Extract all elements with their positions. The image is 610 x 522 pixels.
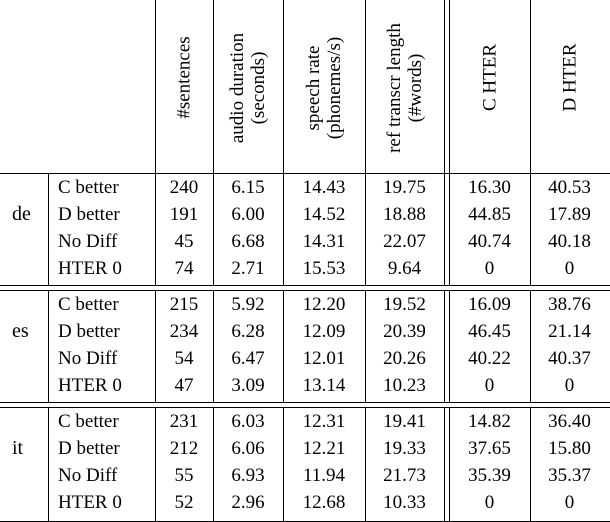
column-rule	[283, 0, 284, 173]
table-cell: 15.53	[302, 258, 346, 279]
table-cell: 0	[564, 492, 575, 513]
table-cell: 11.94	[302, 465, 346, 486]
table-cell: 6.15	[231, 177, 265, 198]
table-cell: 12.31	[302, 411, 346, 432]
table-cell: 0	[484, 492, 495, 513]
column-rule	[365, 0, 366, 173]
row-label: No Diff	[58, 348, 118, 369]
table-cell: 16.09	[468, 294, 511, 315]
column-rule	[48, 290, 49, 402]
table-cell: 10.33	[383, 492, 426, 513]
table-cell: 215	[169, 294, 199, 315]
table-cell: 6.28	[231, 321, 265, 342]
table-cell: 55	[174, 465, 194, 486]
column-header: audio duration (seconds)	[227, 32, 269, 144]
table-cell: 46.45	[468, 321, 511, 342]
column-rule	[449, 0, 450, 173]
table-cell: 14.31	[302, 231, 346, 252]
table-cell: 20.39	[383, 321, 426, 342]
row-label: D better	[58, 204, 120, 225]
table-cell: 21.73	[383, 465, 426, 486]
table-cell: 54	[174, 348, 194, 369]
column-rule	[213, 0, 214, 173]
language-label: de	[12, 203, 31, 225]
column-rule	[444, 290, 445, 402]
table-cell: 22.07	[383, 231, 426, 252]
table-cell: 52	[174, 492, 194, 513]
table-cell: 0	[564, 258, 575, 279]
table-cell: 2.71	[231, 258, 265, 279]
table-cell: 12.20	[302, 294, 346, 315]
group-rule	[0, 402, 610, 403]
row-label: HTER 0	[58, 375, 122, 396]
column-header: D HTER	[559, 43, 580, 112]
table-cell: 0	[484, 258, 495, 279]
row-label: HTER 0	[58, 492, 122, 513]
column-rule	[444, 173, 445, 285]
row-label: C better	[58, 177, 119, 198]
column-header: speech rate (phonemes/s)	[303, 36, 345, 140]
group-rule	[0, 285, 610, 286]
table-cell: 6.06	[231, 438, 265, 459]
table-cell: 40.53	[548, 177, 591, 198]
table-cell: 45	[174, 231, 194, 252]
table-cell: 40.22	[468, 348, 511, 369]
table-cell: 35.37	[548, 465, 591, 486]
table-cell: 15.80	[548, 438, 591, 459]
row-label: C better	[58, 294, 119, 315]
table-cell: 18.88	[383, 204, 426, 225]
row-label: D better	[58, 321, 120, 342]
table-cell: 6.93	[231, 465, 265, 486]
column-rule	[530, 0, 531, 173]
row-label: D better	[58, 438, 120, 459]
column-rule	[444, 407, 445, 521]
table-cell: 12.21	[302, 438, 346, 459]
table-cell: 3.09	[231, 375, 265, 396]
table-cell: 12.09	[302, 321, 346, 342]
table-cell: 16.30	[468, 177, 511, 198]
language-label: it	[12, 437, 24, 459]
table-cell: 20.26	[383, 348, 426, 369]
table-cell: 40.74	[468, 231, 511, 252]
table-cell: 0	[564, 375, 575, 396]
column-rule	[444, 0, 445, 173]
table-cell: 40.18	[548, 231, 591, 252]
table-cell: 212	[169, 438, 199, 459]
table-cell: 5.92	[231, 294, 265, 315]
table-cell: 19.75	[383, 177, 426, 198]
table-cell: 47	[174, 375, 194, 396]
table-cell: 240	[169, 177, 199, 198]
table-cell: 19.33	[383, 438, 426, 459]
table-cell: 14.82	[468, 411, 511, 432]
table-cell: 12.01	[302, 348, 346, 369]
table-cell: 74	[174, 258, 194, 279]
table-cell: 19.41	[383, 411, 426, 432]
table-cell: 37.65	[468, 438, 511, 459]
table-cell: 231	[169, 411, 199, 432]
column-rule	[155, 0, 156, 173]
table-cell: 19.52	[383, 294, 426, 315]
table-cell: 13.14	[302, 375, 346, 396]
table-cell: 9.64	[387, 258, 422, 279]
table-cell: 6.68	[231, 231, 265, 252]
table-cell: 0	[484, 375, 495, 396]
table-cell: 14.43	[302, 177, 346, 198]
table-cell: 12.68	[302, 492, 346, 513]
table-cell: 17.89	[548, 204, 591, 225]
row-label: C better	[58, 411, 119, 432]
table-cell: 21.14	[548, 321, 591, 342]
table-cell: 191	[169, 204, 199, 225]
column-rule	[48, 407, 49, 521]
table-cell: 234	[169, 321, 199, 342]
table-cell: 6.00	[231, 204, 265, 225]
table-cell: 40.37	[548, 348, 591, 369]
table-cell: 6.47	[231, 348, 265, 369]
table-cell: 44.85	[468, 204, 511, 225]
table-cell: 35.39	[468, 465, 511, 486]
table-cell: 14.52	[302, 204, 346, 225]
row-label: HTER 0	[58, 258, 122, 279]
row-label: No Diff	[58, 465, 118, 486]
language-label: es	[12, 320, 29, 342]
column-header: C HTER	[479, 43, 500, 112]
table-cell: 10.23	[383, 375, 426, 396]
table-cell: 2.96	[231, 492, 265, 513]
column-header: ref transcr length (#words)	[383, 23, 426, 153]
row-label: No Diff	[58, 231, 118, 252]
column-header: #sentences	[173, 36, 195, 119]
table-cell: 38.76	[548, 294, 591, 315]
table-cell: 6.03	[231, 411, 265, 432]
table-cell: 36.40	[548, 411, 591, 432]
column-rule	[48, 173, 49, 285]
